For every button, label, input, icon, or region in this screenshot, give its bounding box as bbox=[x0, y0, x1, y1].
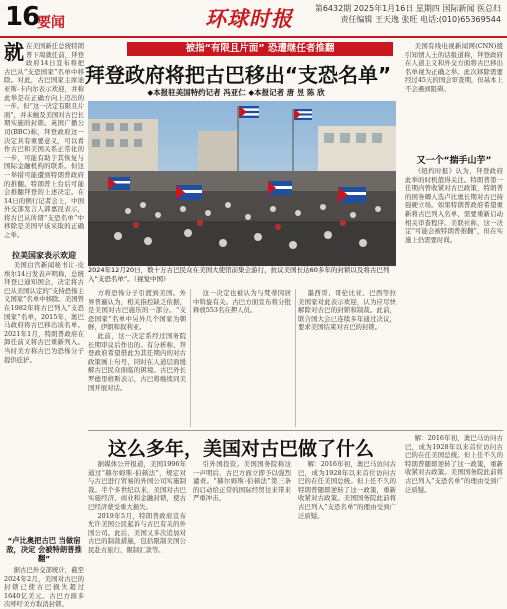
left-tail-column bbox=[4, 566, 84, 609]
protest-photo bbox=[88, 101, 396, 266]
article1-column-right-top bbox=[405, 42, 503, 150]
article2-col1-text: 据媒体公开报道，美国1996年通过“赫尔姆斯-伯顿法”，规定对与古巴进行贸易的外国公司实施制裁。半个多世纪以来，美国对古巴实施经济、商业和金融封锁，使古巴经济蒙受重大损失。 bbox=[88, 460, 186, 511]
issue-info bbox=[311, 3, 501, 25]
protest-photo-image bbox=[88, 101, 396, 266]
page-header bbox=[0, 0, 507, 38]
issue-line-2: 责任编辑 王天逸 张旺 电话:(010)65369544 bbox=[340, 15, 501, 24]
subhead-hot-potato: 又一个“揣手山芋” bbox=[416, 156, 492, 166]
article1-col1b-text: 美国白宫新闻秘书让-皮埃尔14日发表声明称，总统拜登已通知国会，决定将古巴从美国认定的“支持恐怖主义国家”名单中移除。美国曾在1982年将古巴列入“支恐国家”名单，2015年，奥巴马政府将古巴移出该名单。2021年1月，特朗普政府在卸任前又将古巴重新列入。当时美方称古巴为恐怖分子提供庇护。 bbox=[4, 261, 84, 364]
section-divider bbox=[88, 430, 503, 431]
section-name: 要闻 bbox=[37, 15, 65, 31]
article1-column-1b bbox=[4, 250, 84, 430]
page-number: 16 bbox=[5, 2, 40, 32]
article1-col3b-text: 《纽约时报》认为，拜登政府此举的时机值得关注。特朗普第一任期内曾收紧对古巴政策，特朗普的国务卿人选卢比奥长期对古巴持强硬立场。如果特朗普政府希望重新将古巴列入名单，需要重新启动相关审查程序。美联社称，这一决定“可能会被特朗普推翻”，但在实施上仍需要时间。 bbox=[405, 167, 503, 244]
left-tail-text: 据古巴外交部统计，截至2024年2月，美国对古巴的封锁已使古巴损失超过1640亿美元。古巴方面多次呼吁美方取消封锁。 bbox=[4, 566, 84, 609]
subhead-latam: 拉美国家表示欢迎 bbox=[12, 251, 76, 260]
article2-col4-text: 解：2016年初，奥巴马访问古巴，成为1928年以来首位访问古巴的在任美国总统。但上任不久的特朗普随即逆转了这一政策，重新收紧对古政策。美国国务院此前将古巴列入“支恐名单”的理由受到广泛质疑。 bbox=[298, 460, 396, 520]
article1-col5-text: 这一决定也被认为与梵蒂冈居中斡旋有关。古巴方面宣布将分批释放553名在押人员。 bbox=[193, 289, 291, 315]
article2-col2-text: 2019年5月，特朗普政府宣布允许美国公民起诉与古巴有关的外国公司。此后，美国又多次追加对古巴的制裁措施，包括限制美国公民赴古旅行、限制汇款等。 bbox=[88, 511, 186, 554]
photo-caption: 2024年12月20日，数十万古巴民众在美国大使馆前集会游行，抗议美国长达60多年的封锁以及将古巴列入“支恐名单”。（视觉中国） bbox=[88, 266, 390, 283]
article1-col4-text: 此前，这一决定系经过国务院长期审议后作出的。有分析称，拜登政府希望借此为其任期内的对古政策画上句号，同时在人道层面缓解古巴民众面临的困境。古巴外长罗德里格斯表示，古巴将继续同美国开展对话。 bbox=[88, 331, 186, 392]
issue-line-1: 第6432期 2025年1月16日 星期四 国际新闻 医总归 bbox=[314, 4, 501, 13]
article1-column-right-bottom bbox=[405, 167, 503, 429]
article2-headline: 这么多年，美国对古巴做了什么 bbox=[107, 438, 374, 460]
article1-kicker: 被指“有限且片面” 恐遭继任者推翻 bbox=[127, 42, 393, 56]
pull-quote: “卢比奥把古巴 当做宿敌，决定 会被特朗普推翻” bbox=[6, 536, 82, 563]
article2-column-1 bbox=[88, 460, 186, 603]
article1-col1-text: 在美国新任总统特朗普下周就任前，拜登政府14日宣布将把古巴从“支恐国家”名单中移除。对此，古巴国家主席迪亚斯-卡内尔表示欢迎，并称此举是在正确方向上迈出的一步。但“这一决定有限且片面”，并未触及美国对古巴长期实施的封锁。英国广播公司(BBC)称，拜登政府这一决定具有重要意义，可以看作古巴和美国关系正常化的一步，可能有助于其恢复与国际金融机构的联系。但这一举措可能遭到特朗普政府的推翻。特朗普上台后可能会推翻拜登的上述决定。在14日的例行记者会上，中国外交部发言人郭嘉昆表示，将古巴从所谓“支恐名单”中移除是美国早该采取的正确之举。 bbox=[4, 42, 84, 240]
column-divider-2 bbox=[295, 289, 296, 427]
column-divider bbox=[190, 289, 191, 427]
article2-col3-text: 引外国投资。美国国务院称这一声明后，古巴方面立即予以强烈谴责。“赫尔姆斯-伯顿法”第三条的启动给正常的国际经贸往来带来严重冲击。 bbox=[193, 460, 291, 503]
article1-column-2 bbox=[88, 289, 186, 429]
article1-column-3 bbox=[193, 289, 291, 429]
article2-column-4 bbox=[405, 434, 503, 603]
lead-char: 就 bbox=[4, 40, 24, 64]
article1-column-1 bbox=[4, 42, 84, 247]
article2-column-2 bbox=[193, 460, 291, 603]
article1-col2-text: 方将恐怖分子引渡到美国。外界普遍认为，相关指控缺乏依据，是美国对古巴施压的一部分。“支恐国家”名单中另外几个国家为朝鲜、伊朗和叙利亚。 bbox=[88, 289, 186, 332]
article2-column-3 bbox=[298, 460, 396, 603]
article1-col3-text: 美国有线电视新闻网(CNN)援引知情人士的话报道称，拜登政府在人道主义和外交方面将古巴移出名单视为正确之举。此次移除需要经过45天的国会审查期，但基本上不会遇到阻碍。 bbox=[405, 42, 503, 93]
article1-headline: 拜登政府将把古巴移出“支恐名单” bbox=[84, 63, 392, 87]
article2-col4b-text: 解：2016年初，奥巴马访问古巴，成为1928年以来首位访问古巴的在任美国总统。但上任不久的特朗普随即逆转了这一政策，重新收紧对古政策。美国国务院此前将古巴列入“支恐名单”的理由受到广泛质疑。 bbox=[405, 434, 503, 494]
article1-byline: ◆本报驻美国特约记者 冯亚仁 ◆本报记者 唐 昱 陈 欣 bbox=[147, 88, 325, 97]
masthead-logo: 环球时报 bbox=[205, 6, 293, 31]
article1-column-4 bbox=[298, 289, 396, 429]
article1-col6-text: 墨西哥、哥伦比亚、巴西等拉美国家对此表示欢迎，认为应尽快解除对古巴的封锁和制裁。此前，联合国大会已连续多年通过决议，要求美国结束对古巴的封锁。 bbox=[298, 289, 396, 332]
